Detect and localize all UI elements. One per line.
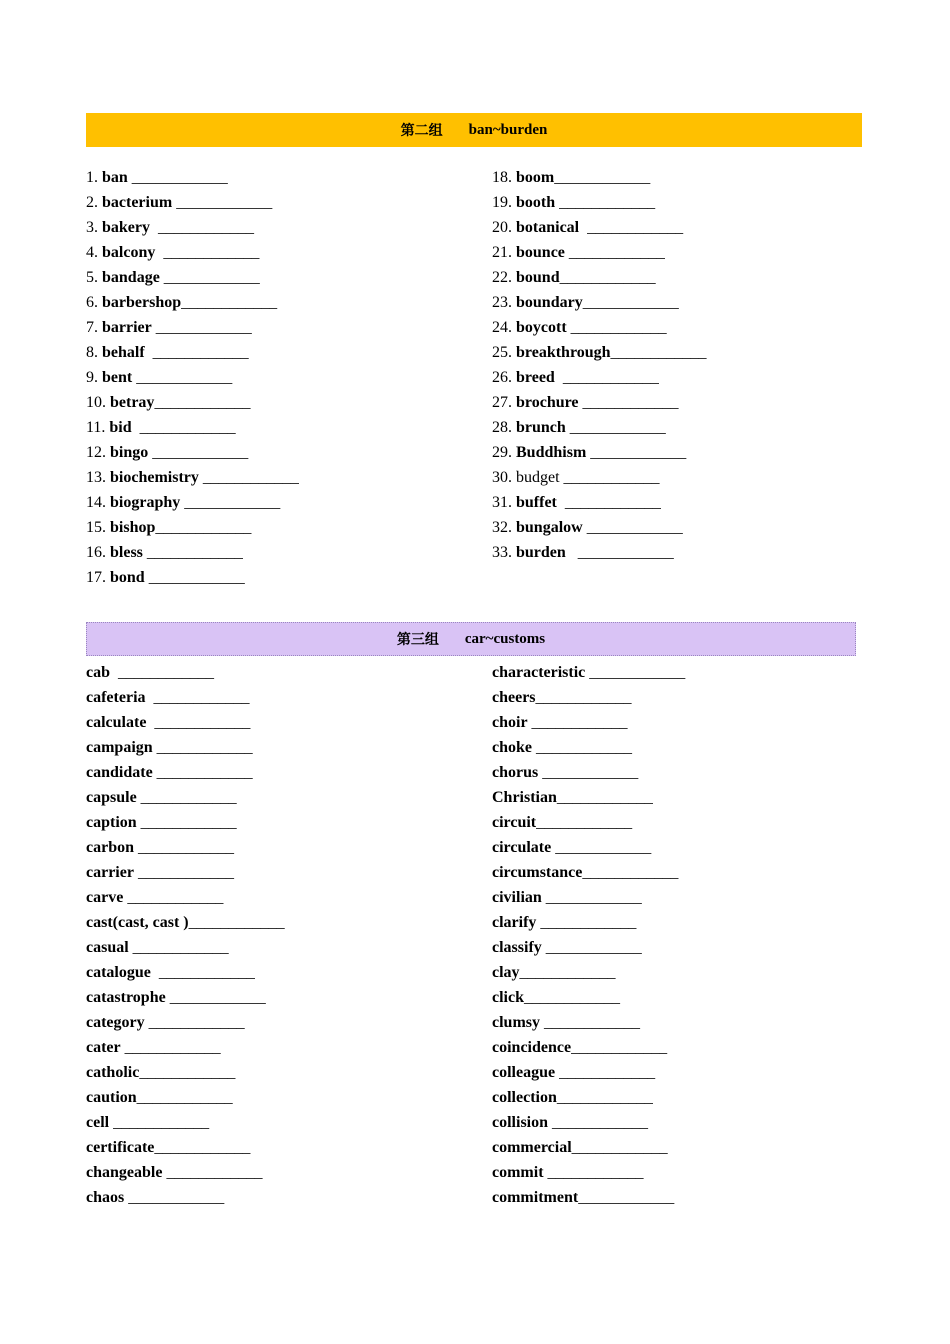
vocab-word: cafeteria: [86, 689, 146, 706]
answer-blank[interactable]: ____________: [155, 519, 252, 536]
word-row: [492, 315, 707, 340]
answer-blank[interactable]: ____________: [136, 814, 237, 831]
answer-blank[interactable]: ____________: [548, 1114, 649, 1131]
answer-blank[interactable]: ____________: [110, 664, 214, 681]
vocab-word: commercial: [492, 1139, 572, 1156]
item-number: 1.: [86, 169, 102, 186]
answer-blank[interactable]: ____________: [150, 964, 255, 981]
word-row: [86, 710, 285, 735]
word-row: [492, 390, 707, 415]
answer-blank[interactable]: ____________: [155, 244, 260, 261]
answer-blank[interactable]: ____________: [188, 914, 285, 931]
answer-blank[interactable]: ____________: [578, 394, 679, 411]
answer-blank[interactable]: ____________: [571, 1039, 668, 1056]
word-list-left: [86, 660, 285, 1210]
answer-blank[interactable]: ____________: [582, 294, 679, 311]
answer-blank[interactable]: ____________: [144, 344, 249, 361]
answer-blank[interactable]: ____________: [543, 1164, 644, 1181]
item-number: 10.: [86, 394, 110, 411]
word-row: [492, 515, 707, 540]
item-number: 27.: [492, 394, 516, 411]
item-number: 20.: [492, 219, 516, 236]
vocab-word: capsule: [86, 789, 137, 806]
word-row: [86, 810, 285, 835]
vocab-word: botanical: [516, 219, 580, 236]
answer-blank[interactable]: ____________: [559, 269, 656, 286]
item-number: 3.: [86, 219, 102, 236]
word-row: [86, 1085, 285, 1110]
answer-blank[interactable]: ____________: [181, 294, 278, 311]
item-number: 21.: [492, 244, 516, 261]
word-row: [492, 785, 685, 810]
answer-blank[interactable]: ____________: [198, 469, 299, 486]
answer-blank[interactable]: ____________: [159, 269, 260, 286]
vocab-word: campaign: [86, 739, 153, 756]
item-number: 13.: [86, 469, 110, 486]
word-row: [492, 860, 685, 885]
answer-blank[interactable]: ____________: [564, 244, 665, 261]
group-label: 第二组: [400, 123, 443, 139]
answer-blank[interactable]: ____________: [541, 889, 642, 906]
word-row: [492, 190, 707, 215]
answer-blank[interactable]: ____________: [541, 939, 642, 956]
section-header-group2: [86, 113, 862, 147]
word-row: [492, 490, 707, 515]
item-number: 5.: [86, 269, 102, 286]
answer-blank[interactable]: ____________: [559, 469, 660, 486]
word-row: [492, 885, 685, 910]
item-number: 8.: [86, 344, 102, 361]
vocab-word: clarify: [492, 914, 537, 931]
answer-blank[interactable]: ____________: [145, 689, 250, 706]
word-row: [492, 760, 685, 785]
answer-blank[interactable]: ____________: [555, 1064, 656, 1081]
answer-blank[interactable]: ____________: [144, 569, 245, 586]
vocab-word: barrier: [102, 319, 152, 336]
answer-blank[interactable]: ____________: [154, 394, 251, 411]
word-row: [86, 515, 299, 540]
word-row: [492, 1160, 685, 1185]
answer-blank[interactable]: ____________: [127, 169, 228, 186]
vocab-word: brochure: [516, 394, 579, 411]
vocab-word: buffet: [516, 494, 557, 511]
vocab-word: colleague: [492, 1064, 556, 1081]
answer-blank[interactable]: ____________: [134, 839, 234, 856]
answer-blank[interactable]: ____________: [152, 764, 253, 781]
vocab-word: caution: [86, 1089, 137, 1106]
item-number: 18.: [492, 169, 516, 186]
vocab-word: clumsy: [492, 1014, 540, 1031]
answer-blank[interactable]: ____________: [133, 864, 234, 881]
item-number: 32.: [492, 519, 516, 536]
word-row: [492, 835, 685, 860]
vocab-word: bungalow: [516, 519, 583, 536]
vocab-word: catalogue: [86, 964, 151, 981]
word-row: [492, 365, 707, 390]
item-number: 30.: [492, 469, 516, 486]
vocab-word: collision: [492, 1114, 549, 1131]
word-row: [86, 215, 299, 240]
vocab-word: choir: [492, 714, 528, 731]
vocab-word: bakery: [102, 219, 150, 236]
word-row: [492, 340, 707, 365]
answer-blank[interactable]: ____________: [128, 939, 229, 956]
answer-blank[interactable]: ____________: [131, 419, 236, 436]
word-row: [492, 660, 685, 685]
answer-blank[interactable]: ____________: [165, 989, 266, 1006]
vocab-word: bounce: [516, 244, 565, 261]
answer-blank[interactable]: ____________: [540, 1014, 640, 1031]
word-row: [86, 960, 285, 985]
vocab-word: cast(cast, cast ): [86, 914, 189, 931]
vocab-word: breed: [516, 369, 555, 386]
word-row: [492, 240, 707, 265]
vocab-word: circuit: [492, 814, 537, 831]
word-list-right: [492, 660, 685, 1210]
answer-blank[interactable]: ____________: [519, 964, 616, 981]
vocab-word: bacterium: [102, 194, 173, 211]
group-range: ban~burden: [468, 121, 548, 138]
answer-blank[interactable]: ____________: [554, 169, 651, 186]
vocab-word: commit: [492, 1164, 544, 1181]
word-row: [86, 440, 299, 465]
word-row: [492, 290, 707, 315]
answer-blank[interactable]: ____________: [538, 764, 639, 781]
vocab-word: characteristic: [492, 664, 586, 681]
word-list-left: [86, 165, 299, 590]
item-number: 14.: [86, 494, 110, 511]
answer-blank[interactable]: ____________: [565, 419, 666, 436]
word-row: [86, 565, 299, 590]
vocab-word: behalf: [102, 344, 145, 361]
word-row: [492, 1110, 685, 1135]
vocab-word: breakthrough: [516, 344, 611, 361]
answer-blank[interactable]: ____________: [154, 1139, 251, 1156]
word-row: [86, 685, 285, 710]
word-row: [492, 265, 707, 290]
word-row: [86, 935, 285, 960]
word-row: [86, 910, 285, 935]
vocab-word: bond: [110, 569, 145, 586]
vocab-word: biography: [110, 494, 181, 511]
vocab-word: Buddhism: [516, 444, 587, 461]
word-row: [492, 165, 707, 190]
word-row: [86, 315, 299, 340]
vocab-word: catastrophe: [86, 989, 166, 1006]
item-number: 31.: [492, 494, 516, 511]
vocab-word: balcony: [102, 244, 156, 261]
vocab-word: caption: [86, 814, 137, 831]
item-number: 19.: [492, 194, 516, 211]
word-row: [492, 960, 685, 985]
word-row: [86, 735, 285, 760]
answer-blank[interactable]: ____________: [162, 1164, 263, 1181]
answer-blank[interactable]: ____________: [109, 1114, 210, 1131]
vocab-word: clay: [492, 964, 520, 981]
word-row: [492, 215, 707, 240]
answer-blank[interactable]: ____________: [136, 789, 237, 806]
word-row: [86, 660, 285, 685]
vocab-word: calculate: [86, 714, 147, 731]
item-number: 11.: [86, 419, 110, 436]
vocab-word: bound: [516, 269, 560, 286]
vocab-word: casual: [86, 939, 129, 956]
item-number: 26.: [492, 369, 516, 386]
answer-blank[interactable]: ____________: [148, 444, 249, 461]
vocab-word: chorus: [492, 764, 539, 781]
word-row: [492, 735, 685, 760]
vocab-word: click: [492, 989, 524, 1006]
vocab-word: brunch: [516, 419, 566, 436]
answer-blank[interactable]: ____________: [582, 864, 679, 881]
group-range: car~customs: [464, 630, 546, 647]
item-number: 16.: [86, 544, 110, 561]
item-number: 7.: [86, 319, 102, 336]
item-number: 22.: [492, 269, 516, 286]
word-row: [86, 985, 285, 1010]
answer-blank[interactable]: ____________: [180, 494, 281, 511]
answer-blank[interactable]: ____________: [555, 194, 656, 211]
word-row: [86, 1110, 285, 1135]
item-number: 29.: [492, 444, 516, 461]
vocab-word: burden: [516, 544, 566, 561]
word-row: [492, 465, 707, 490]
word-row: [492, 985, 685, 1010]
word-row: [86, 240, 299, 265]
answer-blank[interactable]: ____________: [132, 369, 233, 386]
item-number: 33.: [492, 544, 516, 561]
vocab-word: coincidence: [492, 1039, 572, 1056]
vocab-word: bishop: [110, 519, 156, 536]
vocab-word: carrier: [86, 864, 134, 881]
word-row: [492, 1035, 685, 1060]
answer-blank[interactable]: ____________: [579, 219, 684, 236]
answer-blank[interactable]: ____________: [566, 319, 667, 336]
answer-blank[interactable]: ____________: [551, 839, 652, 856]
answer-blank[interactable]: ____________: [536, 814, 633, 831]
vocab-word: changeable: [86, 1164, 163, 1181]
vocab-word: betray: [110, 394, 155, 411]
vocab-word: budget: [516, 469, 560, 486]
answer-blank[interactable]: ____________: [146, 714, 251, 731]
vocab-word: commitment: [492, 1189, 579, 1206]
answer-blank[interactable]: ____________: [532, 739, 632, 756]
word-row: [86, 390, 299, 415]
vocab-word: cater: [86, 1039, 121, 1056]
word-row: [492, 910, 685, 935]
word-row: [86, 415, 299, 440]
vocab-word: barbershop: [102, 294, 182, 311]
item-number: 24.: [492, 319, 516, 336]
word-row: [86, 1060, 285, 1085]
vocab-word: bingo: [110, 444, 149, 461]
word-row: [86, 340, 299, 365]
answer-blank[interactable]: ____________: [527, 714, 628, 731]
answer-blank[interactable]: ____________: [172, 194, 273, 211]
word-row: [86, 165, 299, 190]
word-row: [86, 540, 299, 565]
answer-blank[interactable]: ____________: [585, 664, 686, 681]
answer-blank[interactable]: ____________: [152, 739, 253, 756]
word-row: [492, 1010, 685, 1035]
vocab-word: bandage: [102, 269, 160, 286]
vocab-word: bid: [109, 419, 132, 436]
answer-blank[interactable]: ____________: [142, 544, 243, 561]
item-number: 4.: [86, 244, 102, 261]
vocab-word: chaos: [86, 1189, 125, 1206]
answer-blank[interactable]: ____________: [578, 1189, 675, 1206]
vocab-word: Christian: [492, 789, 557, 806]
word-row: [492, 440, 707, 465]
word-row: [492, 810, 685, 835]
word-row: [492, 685, 685, 710]
answer-blank[interactable]: ____________: [586, 444, 687, 461]
word-row: [492, 1060, 685, 1085]
word-row: [86, 490, 299, 515]
answer-blank[interactable]: ____________: [120, 1039, 221, 1056]
word-list-right: [492, 165, 707, 565]
vocab-word: boundary: [516, 294, 583, 311]
answer-blank[interactable]: ____________: [150, 219, 254, 236]
vocab-word: carve: [86, 889, 124, 906]
answer-blank[interactable]: ____________: [554, 369, 659, 386]
answer-blank[interactable]: ____________: [136, 1089, 233, 1106]
vocab-word: biochemistry: [110, 469, 199, 486]
answer-blank[interactable]: ____________: [610, 344, 707, 361]
answer-blank[interactable]: ____________: [556, 1089, 653, 1106]
word-row: [86, 860, 285, 885]
answer-blank[interactable]: ____________: [556, 494, 661, 511]
vocab-word: cab: [86, 664, 110, 681]
word-row: [86, 835, 285, 860]
section-header-group3: [86, 622, 856, 656]
answer-blank[interactable]: ____________: [524, 989, 620, 1006]
vocab-word: collection: [492, 1089, 557, 1106]
item-number: 23.: [492, 294, 516, 311]
word-row: [86, 290, 299, 315]
vocab-word: classify: [492, 939, 542, 956]
vocab-word: cell: [86, 1114, 110, 1131]
word-row: [86, 1160, 285, 1185]
answer-blank[interactable]: ____________: [582, 519, 683, 536]
vocab-word: candidate: [86, 764, 153, 781]
word-row: [86, 1035, 285, 1060]
word-row: [86, 785, 285, 810]
answer-blank[interactable]: ____________: [571, 1139, 668, 1156]
item-number: 17.: [86, 569, 110, 586]
vocab-word: boom: [516, 169, 555, 186]
answer-blank[interactable]: ____________: [556, 789, 653, 806]
vocab-word: bless: [110, 544, 143, 561]
answer-blank[interactable]: ____________: [151, 319, 252, 336]
word-row: [492, 710, 685, 735]
vocab-word: catholic: [86, 1064, 140, 1081]
answer-blank[interactable]: ____________: [123, 889, 224, 906]
vocab-word: certificate: [86, 1139, 155, 1156]
item-number: 2.: [86, 194, 102, 211]
word-row: [86, 760, 285, 785]
vocab-word: carbon: [86, 839, 134, 856]
vocab-word: boycott: [516, 319, 567, 336]
answer-blank[interactable]: ____________: [536, 914, 637, 931]
item-number: 28.: [492, 419, 516, 436]
word-row: [492, 415, 707, 440]
word-row: [492, 1135, 685, 1160]
answer-blank[interactable]: ____________: [565, 544, 674, 561]
word-row: [492, 935, 685, 960]
vocab-word: circulate: [492, 839, 552, 856]
answer-blank[interactable]: ____________: [124, 1189, 225, 1206]
answer-blank[interactable]: ____________: [139, 1064, 236, 1081]
answer-blank[interactable]: ____________: [144, 1014, 245, 1031]
word-row: [86, 1185, 285, 1210]
word-row: [86, 190, 299, 215]
word-row: [492, 1185, 685, 1210]
vocab-word: ban: [102, 169, 128, 186]
item-number: 12.: [86, 444, 110, 461]
vocab-word: bent: [102, 369, 133, 386]
word-row: [492, 1085, 685, 1110]
word-row: [86, 265, 299, 290]
item-number: 9.: [86, 369, 102, 386]
item-number: 6.: [86, 294, 102, 311]
word-row: [86, 1135, 285, 1160]
word-row: [86, 1010, 285, 1035]
word-row: [86, 885, 285, 910]
vocab-word: civilian: [492, 889, 542, 906]
answer-blank[interactable]: ____________: [535, 689, 632, 706]
word-row: [86, 465, 299, 490]
vocab-word: booth: [516, 194, 556, 211]
word-row: [86, 365, 299, 390]
word-row: [492, 540, 707, 565]
vocab-word: category: [86, 1014, 145, 1031]
item-number: 25.: [492, 344, 516, 361]
group-label: 第三组: [396, 632, 439, 648]
vocab-word: circumstance: [492, 864, 583, 881]
vocab-word: cheers: [492, 689, 536, 706]
vocab-word: choke: [492, 739, 532, 756]
item-number: 15.: [86, 519, 110, 536]
